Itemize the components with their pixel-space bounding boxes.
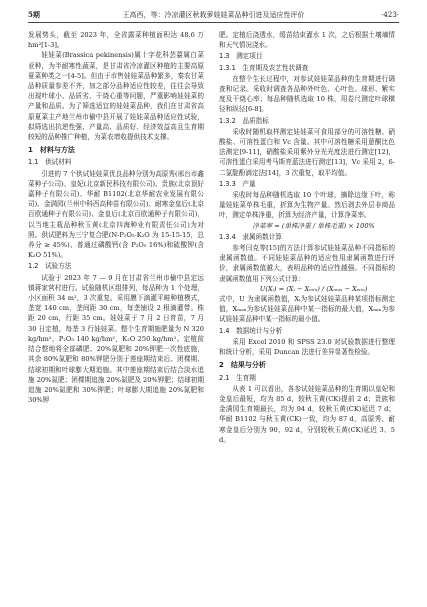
paragraph: 发展势头，截至 2023 年，全省露菜种植面积达 48.6 万 hm²[1-3]。 bbox=[28, 31, 204, 50]
paragraph: 采用 Excel 2010 和 SPSS 23.0 对试验数据进行整理和统计分析，采用 Duncan 法进行差异显著性检验。 bbox=[219, 337, 395, 357]
paragraph: 娃娃菜(Brassica pekinensis)属十字花科芸薹属白菜亚种，为半耐寒性蔬菜，是甘肃省冷凉灌区种植的主要高原夏菜种类之一[4-5]。但由于市售娃娃菜品种繁多，秦农甘菜品种质量参差不齐，加之部分品种适应性较差，往往会导致出现叶球小、品质劣、干烧心重等问题，严重影响娃娃菜的产量和品质。为了筛选适宜的娃娃菜品种，我们在甘肃省高原夏菜主产地兰州市榆中县开展了娃娃菜品种适应性试验，拟筛选出抗逆性强、产量高、品质好、经济效益高且生育期较短的品种推广种植，为菜农增收提供技术支撑。 bbox=[28, 51, 204, 142]
page-number: ·423· bbox=[381, 11, 399, 19]
subsection-heading: 1.1 供试材料 bbox=[28, 158, 72, 167]
paragraph: 试验于 2023 年 7 — 9 月在甘肃省兰州市榆中县定远镇蒋家营村进行。试验随机区组排列，每品种为 1 个处理，小区面积 34 m²，3 次重复。采用膜下滴灌平畦种植模式，垄宽 140 cm，垄间距 30 cm，每垄铺设 2 根滴灌带。株距 20 cm，行距 35 cm。娃娃菜于 7 月 2 日育苗，7 月 30 日定植，每垄 3 行娃娃菜。整个生育期施肥量为 N 320 kg/hm²，P₂O₅ 140 kg/hm²，K₂O 250 kg/hm²。定植前结合整地将全部磷肥、20%氮肥和 20%钾肥一次性底施，其余 80%氮肥和 80%钾肥分别于莲座期结束后、团棵期、结球初期和叶球膨大期追施。其中莲座期结束后结合淡水追施 20%氮肥；团棵期追施 20%氮肥及 20%钾肥；结球初期追施 20%氮肥和 30%钾肥；叶球膨大期追施 20%氮肥和 30%钾 bbox=[28, 273, 204, 405]
formula: U(Xᵢ) = (Xᵢ − Xₘᵢₙ) / (Xₘₐₓ − Xₘᵢₙ) bbox=[259, 284, 368, 293]
subsection-heading: 1.3.3 产量 bbox=[219, 179, 256, 188]
formula: 净菜率 = (单株净重 / 单株毛重) × 100% bbox=[252, 221, 375, 230]
paragraph: 采收时随机取样测定娃娃菜可食用部分的可溶性糖、硝酸盐、可溶性蛋白和 Vc 含量。其中可溶性糖采用蒽酮比色法测定[9-11]，硝酸盐采用紫外分光光度法进行测定[12]，可溶性蛋白采用考马斯亮蓝法进行测定[13]，Vc 采用 2，6-二氯靛酚滴定法[14]，3 次重复，取平均值。 bbox=[219, 127, 395, 177]
left-column bbox=[28, 30, 204, 405]
paragraph: 参考闫克等[15]的方法计算参试娃娃菜品种不同指标的隶属函数值。不同娃娃菜品种的适应性用隶属函数进行评价，隶属函数值越大，表明品种的适应性越强。不同指标的隶属函数值用下列公式计算： bbox=[219, 244, 395, 283]
subsection-heading: 2.1 生育期 bbox=[219, 373, 256, 382]
subsection-heading: 1.3 测定项目 bbox=[219, 52, 263, 61]
issue-number: 5期 bbox=[28, 10, 40, 19]
paragraph: 在整个生长过程中，对参试娃娃菜品种的生育期进行调查和记录。采收时调查各品种外叶色、心叶色、球形、紫实度及干烧心率；每品种随机选取 10 株，用卷尺测定叶球横径和纵径[6-8]。 bbox=[219, 74, 395, 114]
right-column bbox=[219, 30, 395, 445]
paragraph: 引进的 7 个供试娃娃菜优良品种分别为高原秀(邢台市鑫菜种子公司)、皇妃(北京新民科技有限公司)、贵族(北京顶好嘉种子有限公司)、华耐 B1102(北京华耐农业发展有限公司)、金满园(兰州中科西高种苗有限公司)、耐寒金皇后(北京百欧通种子有限公司)、金皇后(北京百欧通种子有限公司)，以当地主栽品种秋玉黄(北京四海种业有限责任公司)为对照。供试肥料为三宁复合肥(N-P₂O₅-K₂O 为 15-15-15，总养分 ≥ 45%)、普通过磷酸钙(含 P₂O₅ 16%)和硫酸钾(含 K₂O 51%)。 bbox=[28, 169, 204, 260]
paragraph: 肥。定植后浇透水，缓苗结束灌水 1 次，之后根据土壤墒情和天气情况浇水。 bbox=[219, 31, 395, 50]
running-title: 王高西，等：冷凉灌区秋栽萝娃娃菜品种引进及适应性评价 bbox=[122, 11, 305, 19]
section-heading: 2 结果与分析 bbox=[219, 361, 266, 370]
paragraph: 从表 1 可以看出，各参试娃娃菜品种的生育期以皇妃和金皇后最短，均为 85 d，较秋玉黄(CK)提前 2 d；贵族和金满园生育期最长，均为 94 d，较秋玉黄(CK)延迟 7 d；华耐 B1102 与秋玉黄(CK)一致，均为 87 d，高原秀、耐寒金皇后分别为 90、92 d，分别较秋玉黄(CK)延迟 3、5 d。 bbox=[219, 384, 395, 444]
header-rule bbox=[28, 22, 399, 23]
subsection-heading: 1.2 试验方法 bbox=[28, 262, 72, 271]
subsection-heading: 1.3.1 生育期及农艺性状调查 bbox=[219, 63, 309, 72]
section-heading: 1 材料与方法 bbox=[28, 146, 75, 155]
running-header bbox=[28, 8, 399, 22]
paragraph: 式中，U 为隶属函数值，Xᵢ为参试娃娃菜品种某项指标测定值，Xₘₐₓ为参试娃娃菜品种中某一指标的最大值，Xₘᵢₙ为参试娃娃菜品种中某一指标的最小值。 bbox=[219, 295, 395, 324]
paragraph: 采收时每品种随机选取 10 个叶球，摘除边缘下叶，称量娃娃菜单株毛重，折算为生物产量。然后剥去外层非商品叶，测定单株净重，折算为经济产量，计算净菜率。 bbox=[219, 191, 395, 220]
subsection-heading: 1.3.2 品质指标 bbox=[219, 116, 269, 125]
subsection-heading: 1.4 数据统计与分析 bbox=[219, 326, 283, 335]
subsection-heading: 1.3.4 隶属函数计算 bbox=[219, 232, 282, 241]
